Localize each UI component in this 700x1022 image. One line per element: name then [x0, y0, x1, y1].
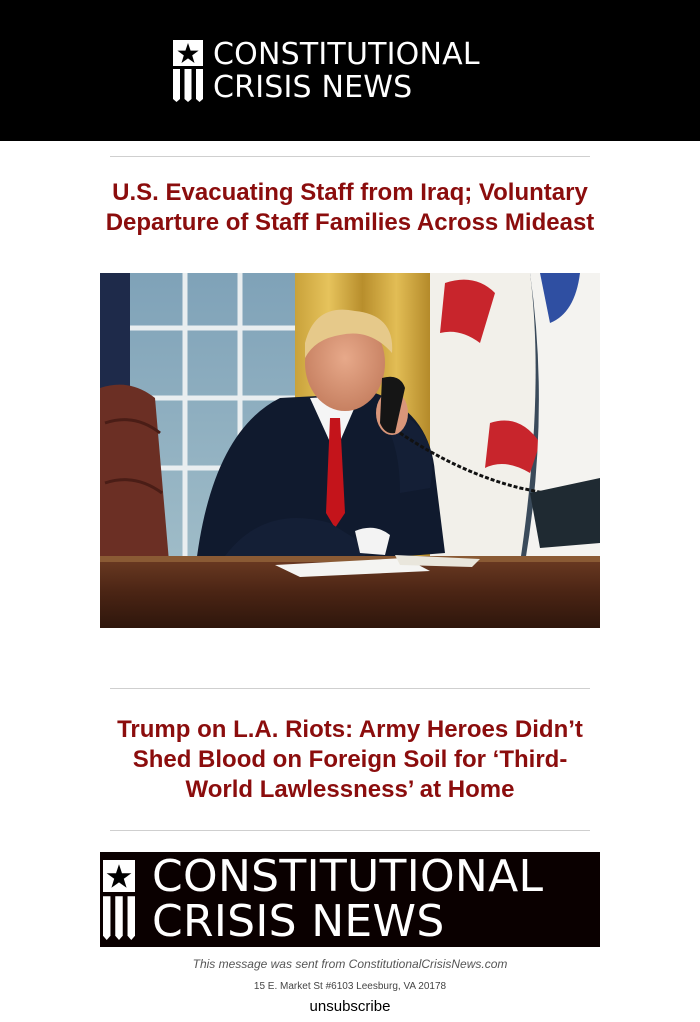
unsubscribe-link[interactable]: unsubscribe	[309, 998, 391, 1015]
divider	[110, 830, 590, 831]
email-header	[0, 0, 700, 141]
star-flag-icon	[173, 40, 203, 102]
header-logo[interactable]	[173, 38, 533, 104]
footer-logo-text	[152, 851, 544, 947]
footer-logo-banner[interactable]	[100, 852, 600, 947]
star-flag-icon	[103, 860, 135, 940]
header-logo-line2: CRISIS NEWS	[213, 70, 413, 105]
article-photo[interactable]	[100, 273, 600, 628]
header-logo-line1: CONSTITUTIONAL	[213, 37, 480, 72]
article-headline-2[interactable]: Trump on L.A. Riots: Army Heroes Didn’t Shed Blood on Foreign Soil for ‘Third-World Lawlessness’ at Home	[117, 716, 583, 803]
divider	[110, 156, 590, 157]
footer-logo-line2: CRISIS NEWS	[152, 896, 445, 947]
mailing-address: 15 E. Market St #6103 Leesburg, VA 20178	[253, 981, 447, 992]
divider	[110, 688, 590, 689]
header-logo-text	[213, 38, 480, 104]
article-headline-1[interactable]: U.S. Evacuating Staff from Iraq; Voluntary Departure of Staff Families Across Mideast	[105, 179, 595, 236]
sent-from-notice: This message was sent from ConstitutionalCrisisNews.com	[192, 957, 508, 971]
president-on-phone-photo	[100, 273, 600, 628]
footer-logo-line1: CONSTITUTIONAL	[152, 851, 544, 902]
